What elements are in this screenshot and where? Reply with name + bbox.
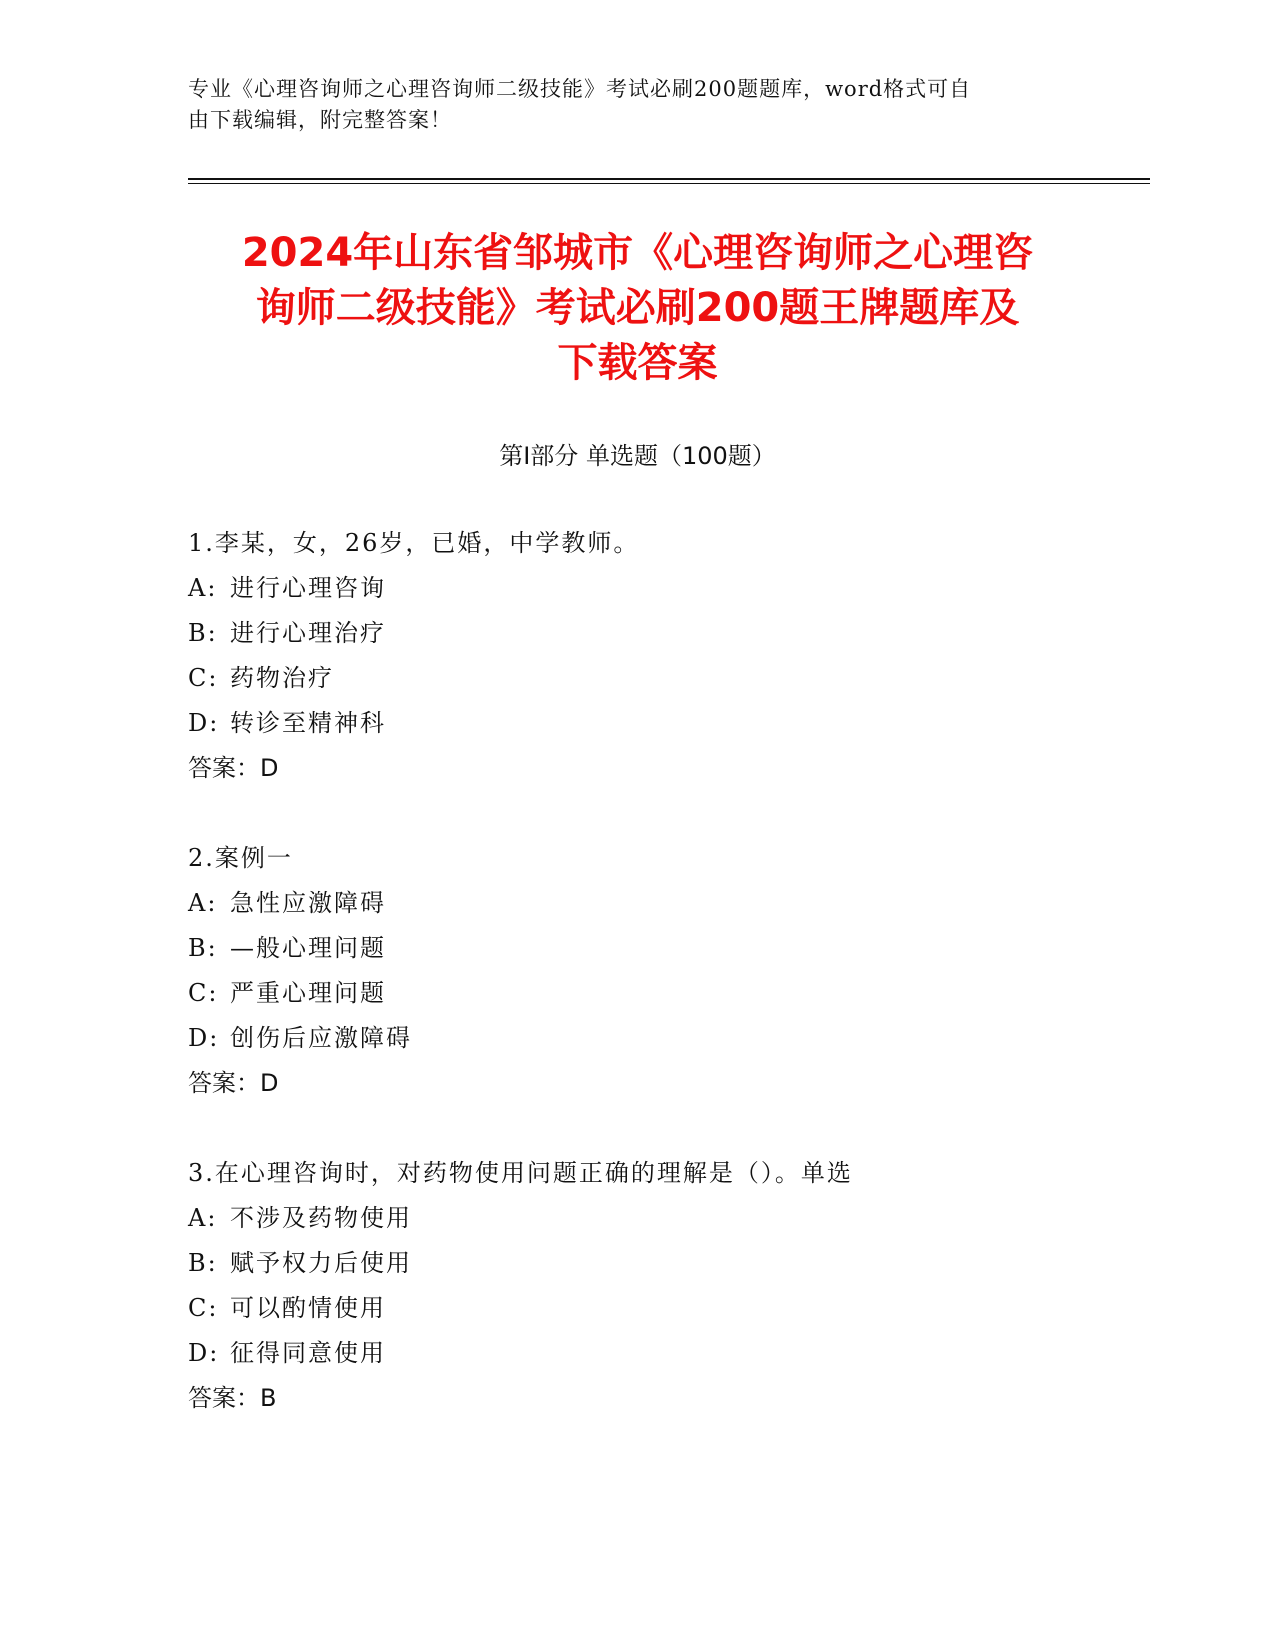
option-text: 进行心理治疗 <box>230 619 386 647</box>
option-a <box>188 881 1088 926</box>
option-text: 赋予权力后使用 <box>230 1249 412 1277</box>
header-note-line-2: 由下载编辑，附完整答案！ <box>188 108 452 132</box>
question-1 <box>188 521 1088 791</box>
option-a <box>188 1196 1088 1241</box>
option-key: C: <box>188 979 219 1007</box>
section-title: 第Ⅰ部分 单选题（100题） <box>499 442 776 470</box>
option-d <box>188 1331 1088 1376</box>
option-text: 转诊至精神科 <box>230 709 386 737</box>
document-title <box>150 226 1125 391</box>
option-b <box>188 611 1088 656</box>
option-c <box>188 971 1088 1016</box>
option-text: 进行心理咨询 <box>230 574 386 602</box>
option-text: 药物治疗 <box>230 664 334 692</box>
option-key: A: <box>188 574 218 602</box>
document-title-line-2: 询师二级技能》考试必刷200题王牌题库及 <box>255 285 1020 331</box>
question-3 <box>188 1151 1088 1421</box>
answer: 答案：D <box>188 1069 279 1097</box>
option-d <box>188 701 1088 746</box>
option-c <box>188 1286 1088 1331</box>
question-stem: 3.在心理咨询时，对药物使用问题正确的理解是（）。单选 <box>188 1159 853 1187</box>
option-key: B: <box>188 934 218 962</box>
answer: 答案：D <box>188 754 279 782</box>
header-note-line-1: 专业《心理咨询师之心理咨询师二级技能》考试必刷200题题库，word格式可自 <box>188 77 972 101</box>
answer: 答案：B <box>188 1384 277 1412</box>
option-text: 征得同意使用 <box>230 1339 386 1367</box>
option-c <box>188 656 1088 701</box>
header-rule-thick <box>188 178 1150 180</box>
header-rule-thin <box>188 183 1150 184</box>
question-stem: 2.案例一 <box>188 844 293 872</box>
option-text: 可以酌情使用 <box>230 1294 386 1322</box>
document-title-line-1: 2024年山东省邹城市《心理咨询师之心理咨 <box>241 230 1034 276</box>
document-title-line-3: 下载答案 <box>557 340 718 386</box>
option-text: 创伤后应激障碍 <box>230 1024 412 1052</box>
option-text: —般心理问题 <box>230 934 386 962</box>
option-b <box>188 926 1088 971</box>
option-key: A: <box>188 1204 218 1232</box>
option-key: D: <box>188 709 220 737</box>
option-key: B: <box>188 1249 218 1277</box>
question-stem: 1.李某，女，26岁，已婚，中学教师。 <box>188 529 640 557</box>
option-key: A: <box>188 889 218 917</box>
header-note <box>188 74 1068 136</box>
option-key: C: <box>188 664 219 692</box>
option-a <box>188 566 1088 611</box>
option-key: D: <box>188 1339 220 1367</box>
option-key: B: <box>188 619 218 647</box>
question-2 <box>188 836 1088 1106</box>
option-text: 急性应激障碍 <box>230 889 386 917</box>
option-d <box>188 1016 1088 1061</box>
option-b <box>188 1241 1088 1286</box>
option-text: 不涉及药物使用 <box>230 1204 412 1232</box>
option-key: C: <box>188 1294 219 1322</box>
option-key: D: <box>188 1024 220 1052</box>
option-text: 严重心理问题 <box>230 979 386 1007</box>
